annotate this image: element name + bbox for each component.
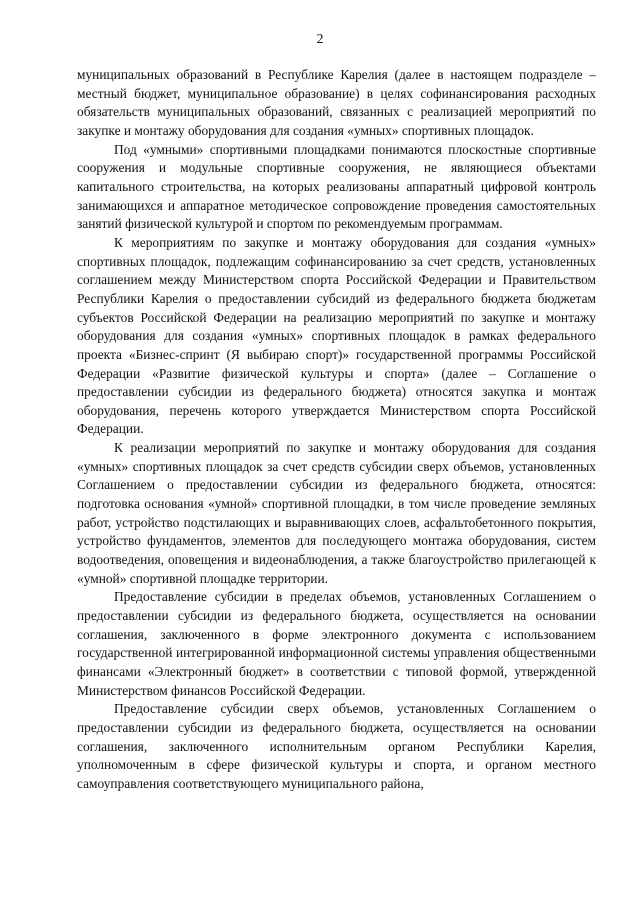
paragraph: Предоставление субсидии сверх объемов, установленных Соглашением о предоставлении субсидии из федерального бюджета, осуществляется на основании соглашения, заключенного исполнительным органом Республики Карелия, уполномоченным в сфере физической культуры и спорта, и органом местного самоуправления соответствующего муниципального района, (77, 701, 596, 791)
paragraph: Предоставление субсидии в пределах объемов, установленных Соглашением о предоставлении субсидии из федерального бюджета, осуществляется на основании соглашения, заключенного в форме электронного документа с использованием государственной интегрированной информационной системы управления общественными финансами «Электронный бюджет» в соответствии с типовой формой, утвержденной Министерством финансов Российской Федерации. (77, 589, 596, 698)
paragraph: К мероприятиям по закупке и монтажу оборудования для создания «умных» спортивных площадок, подлежащим софинансированию за счет средств, установленных соглашением между Министерством спорта Российской Федерации и Правительством Республики Карелия о предоставлении субсидий из федерального бюджета бюджетам субъектов Российской Федерации на реализацию мероприятий по закупке и монтажу оборудования для создания «умных» спортивных площадок в рамках федерального проекта «Бизнес-спринт (Я выбираю спорт)» государственной программы Российской Федерации «Развитие физической культуры и спорта» (далее – Соглашение о предоставлении субсидии из федерального бюджета) относятся закупка и монтаж оборудования, перечень которого утверждается Министерством спорта Российской Федерации. (77, 234, 596, 437)
paragraph: муниципальных образований в Республике Карелия (далее в настоящем подразделе – местный бюджет, муниципальное образование) в целях софинансирования расходных обязательств муниципальных образований, связанных с реализацией мероприятий по закупке и монтажу оборудования для создания «умных» спортивных площадок. (77, 67, 596, 138)
paragraph: К реализации мероприятий по закупке и монтажу оборудования для создания «умных» спортивных площадок за счет средств субсидии сверх объемов, установленных Соглашением о предоставлении субсидии из федерального бюджета, относятся: подготовка основания «умной» спортивной площадки, в том числе проведение земляных работ, устройство подстилающих и выравнивающих слоев, асфальтобетонного покрытия, устройство фундаментов, элементов для последующего монтажа оборудования, систем водоотведения, оповещения и видеонаблюдения, а также благоустройство прилегающей к «умной» спортивной площадке территории. (77, 440, 596, 586)
page-number: 2 (316, 32, 324, 47)
document-body (77, 66, 596, 794)
paragraph: Под «умными» спортивными площадками понимаются плоскостные спортивные сооружения и модульные спортивные сооружения, не являющиеся объектами капитального строительства, на которых реализованы аппаратный цифровой контроль занимающихся и аппаратное методическое сопровождение проведения самостоятельных занятий физической культурой и спортом по рекомендуемым программам. (77, 141, 596, 232)
